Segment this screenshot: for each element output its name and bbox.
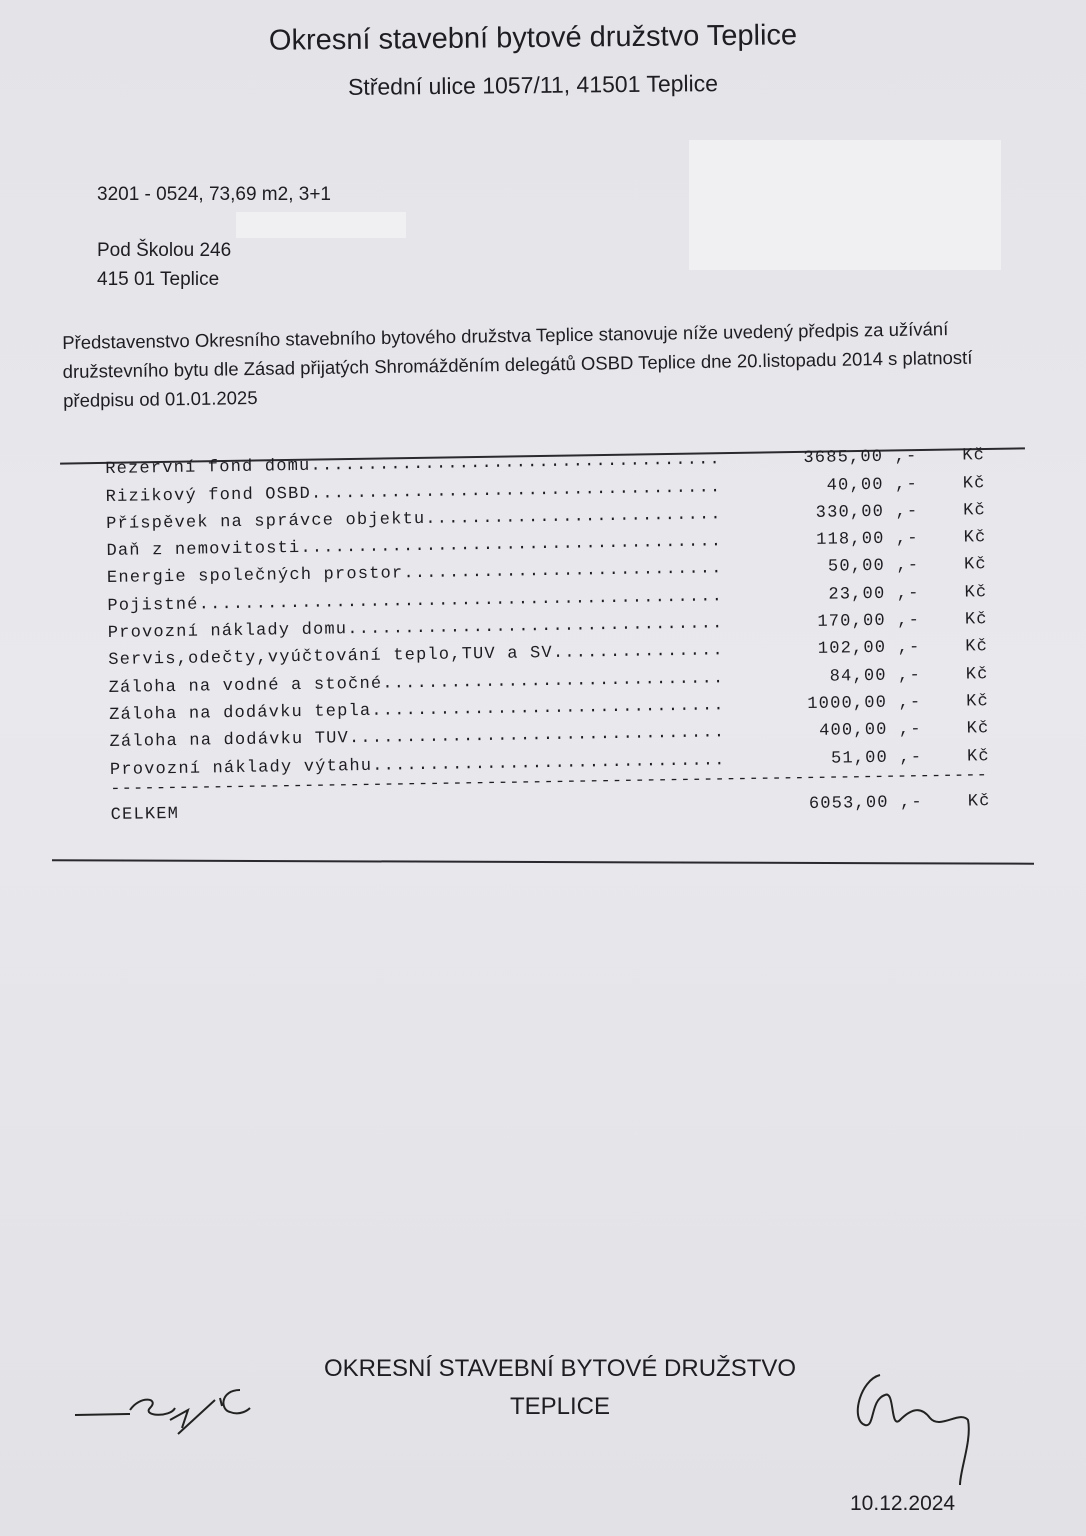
fee-amount: 170,00 ,- (817, 611, 921, 632)
fee-currency: Kč (966, 746, 991, 767)
fee-amount: 400,00 ,- (819, 720, 922, 742)
fee-amount: 1000,00 ,- (807, 693, 922, 714)
fee-amount: 40,00 ,- (826, 474, 919, 496)
fee-amount: 3685,00 ,- (803, 447, 918, 469)
unit-info: 3201 - 0524, 73,69 m2, 3+1 (97, 184, 331, 205)
fee-currency: Kč (962, 473, 986, 494)
fee-label: Záloha na dodávku TUV (109, 729, 350, 753)
leader-dots (553, 642, 728, 664)
fee-label: Záloha na vodné a stočné (108, 674, 383, 698)
signature-right (840, 1360, 980, 1490)
fee-label: Provozní náklady výtahu (109, 756, 373, 780)
fee-currency: Kč (963, 501, 987, 521)
fee-label: Servis,odečty,vyúčtování teplo,TUV a SV (108, 644, 554, 671)
fee-label: Příspěvek na správce objektu (105, 509, 426, 534)
fee-currency: Kč (963, 528, 987, 548)
fee-currency: Kč (965, 664, 989, 685)
redacted-name (236, 212, 406, 238)
fee-label: Daň z nemovitosti (106, 539, 301, 562)
total-label: CELKEM (110, 804, 180, 825)
fee-currency: Kč (964, 582, 988, 603)
fee-table (105, 438, 991, 824)
total-currency: Kč (967, 791, 991, 812)
fee-amount: 50,00 ,- (827, 556, 920, 578)
organization-title: Okresní stavební bytové družstvo Teplice (268, 19, 798, 57)
fee-label: Pojistné (107, 595, 199, 616)
signature-left (70, 1370, 260, 1450)
total-amount: 6053,00 ,- (808, 792, 924, 814)
fee-currency: Kč (963, 555, 988, 576)
fee-currency: Kč (962, 446, 986, 466)
fee-amount: 23,00 ,- (828, 584, 920, 605)
fee-label: Energie společných prostor (106, 564, 404, 589)
footer-organization (280, 1350, 840, 1426)
fee-amount: 102,00 ,- (817, 638, 921, 660)
fee-label: Rezervní fond domu (105, 457, 311, 480)
fee-currency: Kč (966, 719, 990, 739)
footer-org-line2: TEPLICE (509, 1393, 611, 1420)
bottom-rule (52, 859, 1034, 864)
recipient-city: 415 01 Teplice (97, 269, 220, 290)
signature-date: 10.12.2024 (850, 1492, 956, 1515)
fee-currency: Kč (965, 637, 989, 657)
fee-amount: 330,00 ,- (815, 502, 919, 523)
redacted-box (689, 140, 1001, 270)
fee-currency: Kč (966, 692, 990, 712)
fee-amount: 51,00 ,- (830, 747, 923, 769)
fee-amount: 84,00 ,- (829, 665, 922, 687)
fee-amount: 118,00 ,- (816, 529, 919, 551)
fee-label: Rizikový fond OSBD (105, 484, 312, 507)
organization-address: Střední ulice 1057/11, 41501 Teplice (347, 70, 719, 100)
recipient-street: Pod Školou 246 (97, 240, 232, 261)
fee-currency: Kč (964, 610, 988, 630)
fee-label: Záloha na dodávku tepla (108, 701, 372, 725)
intro-paragraph: Představenstvo Okresního stavebního bytového družstva Teplice stanovuje níže uvedený předpis za užívání družstevního bytu dle Zásad přijatých Shromážděním delegátů OSBD Teplice dne 20.listopadu 2014 s platností předpisu od 01.01.2025 (62, 318, 973, 411)
fee-label: Provozní náklady domu (107, 620, 348, 644)
footer-org-line1: OKRESNÍ STAVEBNÍ BYTOVÉ DRUŽSTVO (323, 1355, 797, 1382)
